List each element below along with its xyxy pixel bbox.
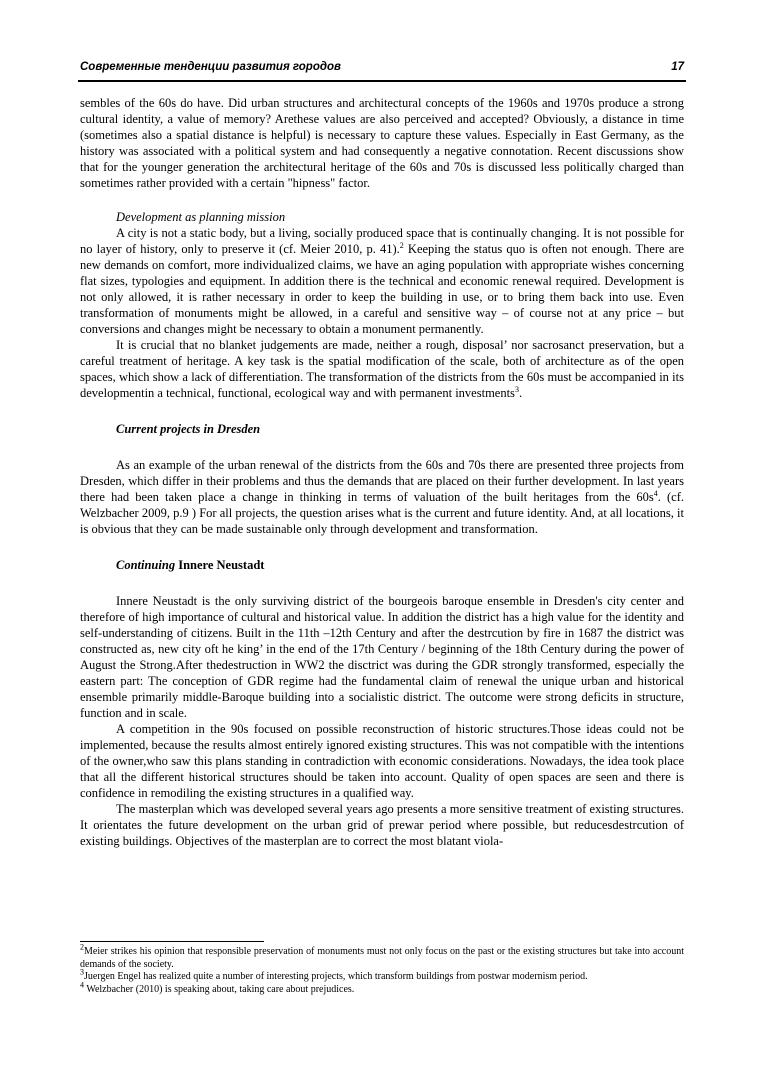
- footnote-ref[interactable]: 4: [653, 488, 658, 498]
- footnote-divider: [80, 941, 264, 942]
- paragraph: The masterplan which was developed several years ago presents a more sensitive treatment of existing structures. It orientates the future development on the urban grid of prewar period where possible, but reducesdestrcution of existing buildings. Objectives of the masterplan are to correct the most blatant viola-: [80, 802, 684, 848]
- section-heading: Development as planning mission: [116, 210, 286, 224]
- body-text: [80, 95, 684, 849]
- footnote-ref[interactable]: 3: [514, 384, 519, 394]
- page-number: 17: [671, 61, 684, 73]
- footnote: $^3$Juergen Engel has realized quite a number of interesting projects, which transform buildings from postwar modernism period.: [80, 967, 588, 982]
- section-heading: Continuing Innere Neustadt: [116, 558, 265, 572]
- section-heading: Current projects in Dresden: [116, 422, 261, 436]
- footnote: $^2$Meier strikes his opinion that responsible preservation of monuments must not only focus on the past or the existing structures but take into account demands of the society.: [80, 942, 684, 970]
- footnote: $^4$ Welzbacher (2010) is speaking about, taking care about prejudices.: [80, 980, 355, 995]
- running-header-title: Современные тенденции развития городов: [80, 61, 341, 73]
- footnotes: [80, 942, 684, 996]
- paragraph: As an example of the urban renewal of the districts from the 60s and 70s there are presented three projects from Dresden, which differ in their problems and thus the demands that are placed on their further development. In last years there had been taken place a change in thinking in terms of valuation of the built heritages from the $60s^4$. (cf. Welzbacher 2009, p.9 ) For all projects, the question arises what is the current and future identity. And, at all locations, it is obvious that they can be made sustainable only through development and transformation.: [80, 458, 684, 536]
- paragraph: Innere Neustadt is the only surviving district of the bourgeois baroque ensemble in Dresden's city center and therefore of high importance of cultural and historical value. In addition the district has a high value for the identity and self-understanding of citizens. Built in the 11th –12th Century and after the destrcution by fire in 1687 the district was constructed as, new city oft he king’ in the end of the 17th Century / beginning of the 18th Century during the power of August the Strong.After thedestruction in WW2 the disctrict was during the GDR strongly transformed, especially the eastern part: The conception of GDR regime had the fundamental claim of renewal the unique urban and historical ensemble primarily middle-Baroque building into a socialistic district. The outcome were strong deficits in structure, function and in scale.: [80, 594, 684, 720]
- footnote-ref[interactable]: 2: [399, 240, 404, 250]
- paragraph: sembles of the 60s do have. Did urban structures and architectural concepts of the 1960s and 1970s produce a strong cultural identity, a value of memory? Arethese values are also perceived and accepted? Obviously, a distance in time (sometimes also a spatial distance is helpful) is necessary to capture these values. Especially in East Germany, as the history was associated with a political system and had consequently a negative connotation. Recent discussions show that for the younger generation the architectural heritage of the 60s and 70s is discussed less politically charged than sometimes rather provided with a certain "hipness" factor.: [80, 96, 684, 190]
- paragraph: A city is not a static body, but a living, socially produced space that is continually changing. It is not possible for no layer of history, only to preserve it (cf. Meier 2010, p. 41).$^2$ Keeping the status quo is often not enough. There are new demands on comfort, more individualized claims, we have an aging population with appropriate wishes concerning flat sizes, typologies and equipment. In addition there is the technical and economic renewal required. Development is not only allowed, it is rather necessary in order to keep the building in use, or to bring them back into use. Even transformation of monuments might be allowed, in a careful and sensitive way – of course not at any price – but conversions and changes might be necessary to obtain a monument permanently.: [80, 226, 684, 336]
- paragraph: It is crucial that no blanket judgements are made, neither a rough, disposal’ nor sacrosanct preservation, but a careful treatment of heritage. A key task is the spatial modification of the scale, both of architecture as of the open spaces, which show a lack of differentiation. The transformation of the districts from the 60s must be accompanied in its developmentin a technical, functional, ecological way and with permanent investments$^3$.: [80, 338, 684, 400]
- paragraph: A competition in the 90s focused on possible reconstruction of historic structures.Those ideas could not be implemented, because the results almost entirely ignored existing structures. This was not compatible with the intentions of the owner,who saw this plans standing in contradiction with economic considerations. Nowadays, the idea took place that all the different historical structures should be taken into account. Quality of open spaces are seen and there is confidence in remodiling the existing structures in a qualified way.: [80, 722, 684, 800]
- running-header: [78, 58, 686, 82]
